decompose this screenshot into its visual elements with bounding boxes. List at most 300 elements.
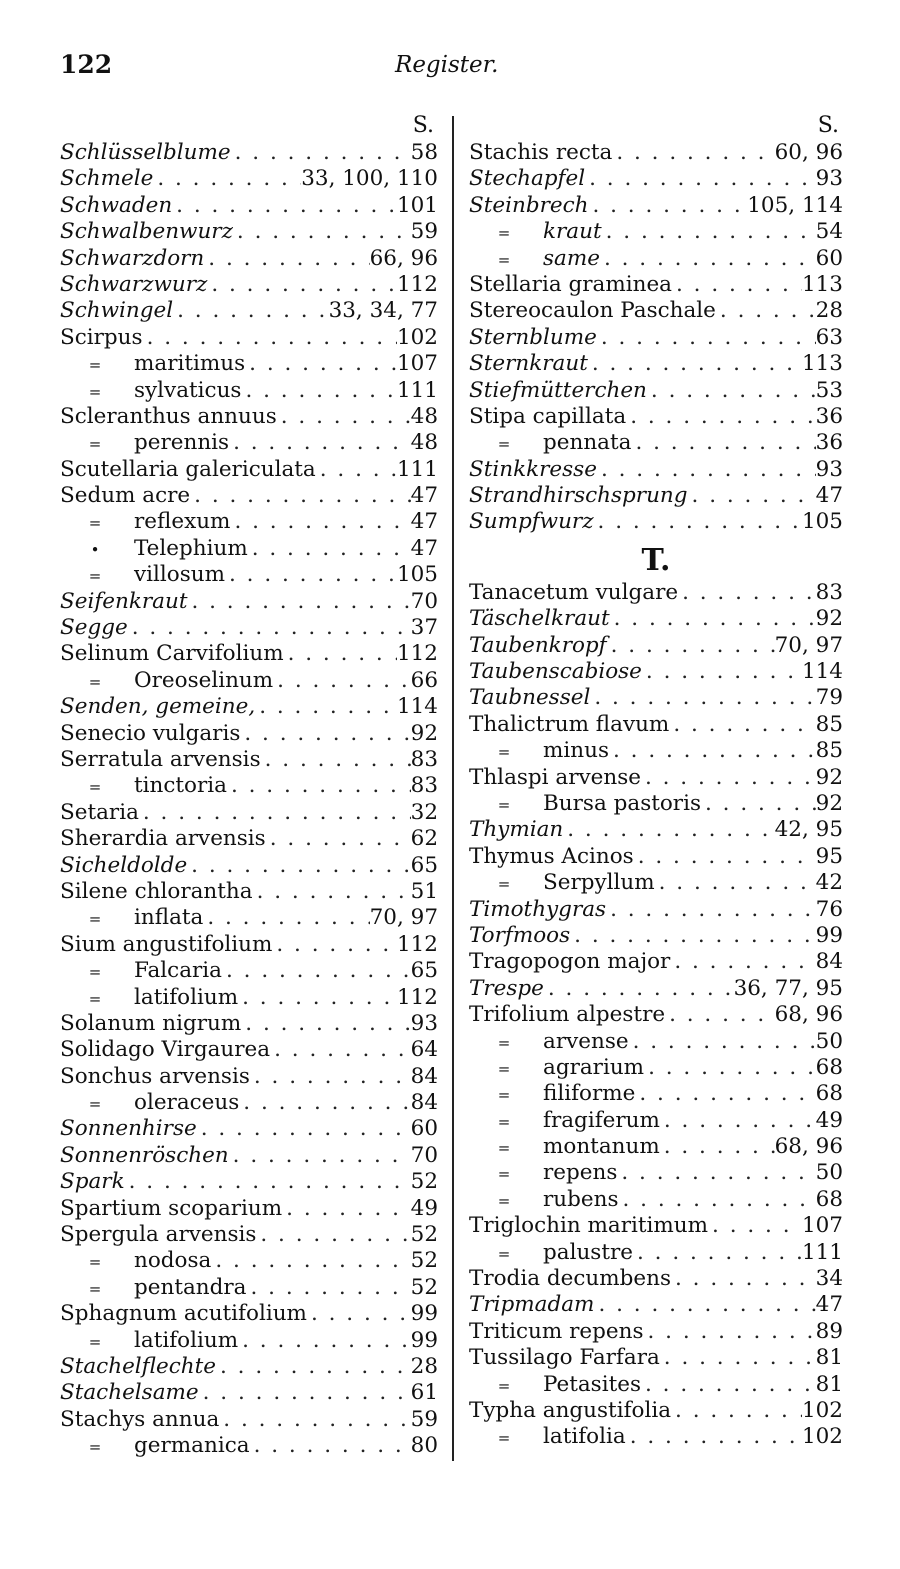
index-entry bbox=[60, 1037, 438, 1063]
entry-term bbox=[60, 853, 187, 879]
leader-dots bbox=[227, 773, 411, 799]
leader-dots bbox=[143, 325, 397, 351]
leader-dots bbox=[207, 272, 397, 298]
entry-term-text: Sphagnum acutifolium bbox=[60, 1301, 307, 1327]
entry-term-text: latifolium bbox=[134, 984, 239, 1010]
entry-pages: 32 bbox=[410, 799, 438, 825]
entry-term bbox=[469, 976, 544, 1002]
leader-dots bbox=[247, 1275, 411, 1301]
index-entry bbox=[469, 457, 843, 483]
entry-term-text: Seifenkraut bbox=[60, 588, 188, 614]
leader-dots bbox=[629, 1029, 816, 1055]
entry-term bbox=[469, 193, 588, 219]
leader-dots bbox=[204, 246, 369, 272]
entry-pages: 49 bbox=[815, 1107, 843, 1133]
leader-dots bbox=[261, 747, 411, 773]
entry-pages: 60 bbox=[410, 1116, 438, 1142]
entry-term bbox=[60, 272, 207, 298]
entry-term-text: Scutellaria galericulata bbox=[60, 456, 316, 482]
entry-term-text: Sonnenröschen bbox=[60, 1142, 229, 1168]
entry-pages: 65 bbox=[410, 852, 438, 878]
index-entry bbox=[60, 140, 438, 166]
entry-pages: 42, 95 bbox=[774, 817, 843, 843]
entry-pages: 60 bbox=[815, 245, 843, 271]
entry-pages: 92 bbox=[815, 764, 843, 790]
entry-pages: 47 bbox=[410, 483, 438, 509]
index-entry bbox=[60, 404, 438, 430]
leader-dots bbox=[266, 826, 411, 852]
entry-pages: 47 bbox=[410, 509, 438, 535]
entry-term-text: Trifolium alpestre bbox=[469, 1002, 666, 1028]
entry-pages: 52 bbox=[410, 1169, 438, 1195]
index-entry bbox=[469, 976, 843, 1002]
entry-term-text: Thymian bbox=[469, 817, 564, 843]
leader-dots bbox=[256, 1222, 410, 1248]
entry-term bbox=[60, 1196, 282, 1222]
leader-dots bbox=[255, 694, 397, 720]
entry-term-text: Schwingel bbox=[60, 298, 174, 324]
entry-pages: 37 bbox=[410, 615, 438, 641]
index-entry bbox=[469, 1134, 843, 1160]
entry-term-text: montanum bbox=[543, 1134, 660, 1160]
leader-dots bbox=[139, 800, 411, 826]
entry-term-text: Stipa capillata bbox=[469, 403, 627, 429]
index-entry bbox=[469, 949, 843, 975]
entry-term bbox=[60, 641, 284, 667]
entry-term bbox=[60, 325, 143, 351]
entry-term bbox=[60, 615, 128, 641]
column-divider bbox=[452, 116, 454, 1461]
index-entry bbox=[60, 800, 438, 826]
index-entry bbox=[469, 1345, 843, 1371]
entry-term-text: Scirpus bbox=[60, 324, 143, 350]
entry-term bbox=[60, 378, 241, 405]
entry-pages: 111 bbox=[396, 377, 438, 403]
entry-term bbox=[60, 298, 173, 324]
index-entry bbox=[469, 483, 843, 509]
entry-term-text: Sium angustifolium bbox=[60, 931, 273, 957]
index-entry bbox=[60, 694, 438, 720]
entry-term-text: Schwalbenwurz bbox=[60, 219, 233, 245]
leader-dots bbox=[230, 509, 410, 535]
leader-dots bbox=[153, 166, 301, 192]
left-index-column bbox=[60, 112, 438, 1460]
leader-dots bbox=[173, 298, 328, 324]
entry-pages: 112 bbox=[396, 271, 438, 297]
entry-pages: 102 bbox=[801, 1397, 843, 1423]
entry-term bbox=[469, 1029, 629, 1056]
leader-dots bbox=[626, 1424, 802, 1450]
index-entry bbox=[60, 589, 438, 615]
entry-term-text: Tragopogon major bbox=[469, 949, 671, 975]
index-entry bbox=[469, 897, 843, 923]
entry-pages: 50 bbox=[815, 1160, 843, 1186]
index-entry bbox=[469, 1002, 843, 1028]
leader-dots bbox=[277, 404, 411, 430]
entry-term bbox=[469, 791, 701, 818]
entry-term-text: Stinkkresse bbox=[469, 456, 597, 482]
index-entry bbox=[469, 325, 843, 351]
entry-pages: 68 bbox=[815, 1186, 843, 1212]
entry-term-text: Tussilago Farfara bbox=[469, 1345, 660, 1371]
entry-term-text: Triglochin maritimum bbox=[469, 1213, 709, 1239]
entry-term-text: latifolia bbox=[543, 1424, 626, 1450]
index-entry bbox=[469, 817, 843, 843]
leader-dots bbox=[233, 219, 411, 245]
entry-pages: 84 bbox=[815, 949, 843, 975]
entry-term bbox=[60, 773, 227, 800]
leader-dots bbox=[597, 457, 816, 483]
entry-term bbox=[60, 536, 248, 563]
entry-term bbox=[469, 633, 607, 659]
index-entry bbox=[469, 870, 843, 896]
ditto-mark: = bbox=[497, 795, 511, 814]
entry-term bbox=[469, 949, 670, 975]
index-entry bbox=[60, 1064, 438, 1090]
right-index-column bbox=[469, 112, 843, 1451]
index-entry bbox=[469, 193, 843, 219]
entry-pages: 92 bbox=[815, 790, 843, 816]
entry-term-text: Trespe bbox=[469, 975, 544, 1001]
index-entry bbox=[60, 1011, 438, 1037]
entry-term-text: nodosa bbox=[134, 1248, 212, 1274]
entry-term bbox=[469, 351, 588, 377]
entry-pages: 70 bbox=[410, 588, 438, 614]
entry-term-text: Stachelflechte bbox=[60, 1353, 216, 1379]
index-entry bbox=[469, 659, 843, 685]
index-entry bbox=[60, 773, 438, 799]
index-entry bbox=[469, 1372, 843, 1398]
leader-dots bbox=[655, 870, 816, 896]
entry-term-text: Setaria bbox=[60, 799, 139, 825]
leader-dots bbox=[642, 659, 802, 685]
index-entry bbox=[60, 615, 438, 641]
ditto-mark: = bbox=[497, 250, 511, 269]
entry-term bbox=[469, 580, 678, 606]
ditto-mark: = bbox=[497, 1033, 511, 1052]
entry-term-text: Spartium scoparium bbox=[60, 1195, 283, 1221]
entry-term bbox=[60, 509, 230, 536]
entry-term-text: Stereocaulon Paschale bbox=[469, 298, 716, 324]
entry-term-text: Schmele bbox=[60, 166, 154, 192]
entry-term-text: Senecio vulgaris bbox=[60, 720, 241, 746]
leader-dots bbox=[602, 219, 816, 245]
entry-term-text: Taubenkropf bbox=[469, 632, 607, 658]
index-entry bbox=[60, 958, 438, 984]
index-entry bbox=[469, 140, 843, 166]
entry-term-text: Spark bbox=[60, 1169, 125, 1195]
entry-term-text: Torfmoos bbox=[469, 922, 571, 948]
ditto-mark: = bbox=[88, 1253, 102, 1272]
entry-term-text: Taubnessel bbox=[469, 685, 591, 711]
index-entry bbox=[60, 562, 438, 588]
ditto-mark: = bbox=[88, 1438, 102, 1457]
entry-pages: 42 bbox=[815, 870, 843, 896]
ditto-mark: = bbox=[88, 382, 102, 401]
leader-dots bbox=[631, 430, 815, 456]
leader-dots bbox=[172, 193, 397, 219]
entry-term bbox=[60, 905, 203, 932]
entry-pages: 70, 97 bbox=[774, 632, 843, 658]
entry-pages: 81 bbox=[815, 1371, 843, 1397]
leader-dots bbox=[307, 1301, 411, 1327]
entry-pages: 49 bbox=[410, 1195, 438, 1221]
leader-dots bbox=[253, 879, 411, 905]
entry-term-text: Schwarzwurz bbox=[60, 271, 208, 297]
leader-dots bbox=[701, 791, 816, 817]
entry-term-text: Serratula arvensis bbox=[60, 746, 261, 772]
index-entry bbox=[469, 1029, 843, 1055]
entry-term bbox=[469, 1160, 617, 1187]
leader-dots bbox=[660, 1134, 775, 1160]
leader-dots bbox=[633, 1240, 802, 1266]
leader-dots bbox=[222, 958, 411, 984]
entry-pages: 92 bbox=[410, 720, 438, 746]
entry-term bbox=[60, 879, 253, 905]
entry-pages: 61 bbox=[410, 1380, 438, 1406]
index-entry bbox=[469, 1187, 843, 1213]
entry-term bbox=[469, 509, 594, 535]
entry-term bbox=[60, 958, 222, 985]
ditto-mark: = bbox=[497, 435, 511, 454]
index-entry bbox=[469, 1081, 843, 1107]
index-entry bbox=[469, 430, 843, 456]
entry-pages: 68 bbox=[815, 1081, 843, 1107]
entry-term-text: Taubenscabiose bbox=[469, 659, 642, 685]
entry-term-text: reflexum bbox=[134, 509, 231, 535]
entry-term bbox=[469, 1108, 660, 1135]
index-entry bbox=[60, 879, 438, 905]
index-entry bbox=[469, 606, 843, 632]
entry-term-text: same bbox=[543, 245, 600, 271]
leader-dots bbox=[626, 404, 815, 430]
leader-dots bbox=[245, 351, 397, 377]
entry-term-text: Serpyllum bbox=[543, 870, 655, 896]
index-entry bbox=[469, 791, 843, 817]
entry-pages: 34 bbox=[815, 1266, 843, 1292]
entry-term bbox=[469, 923, 570, 949]
index-entry bbox=[469, 1055, 843, 1081]
index-entry bbox=[469, 765, 843, 791]
index-entry bbox=[60, 483, 438, 509]
entry-pages: 68 bbox=[815, 1054, 843, 1080]
entry-term bbox=[469, 483, 688, 509]
index-entry bbox=[469, 166, 843, 192]
leader-dots bbox=[125, 1169, 411, 1195]
leader-dots bbox=[270, 1037, 411, 1063]
index-entry bbox=[469, 1292, 843, 1318]
leader-dots bbox=[273, 668, 410, 694]
entry-term-text: Bursa pastoris bbox=[543, 790, 701, 816]
index-list bbox=[469, 580, 843, 1451]
index-entry bbox=[60, 1196, 438, 1222]
leader-dots bbox=[669, 712, 815, 738]
entry-pages: 101 bbox=[396, 192, 438, 218]
entry-term bbox=[60, 747, 261, 773]
entry-pages: 89 bbox=[815, 1318, 843, 1344]
index-entry bbox=[60, 668, 438, 694]
leader-dots bbox=[594, 1292, 815, 1318]
entry-term-text: Strandhirschsprung bbox=[469, 483, 688, 509]
entry-term-text: Sonchus arvensis bbox=[60, 1063, 250, 1089]
entry-pages: 70, 97 bbox=[369, 905, 438, 931]
entry-term-text: Tanacetum vulgare bbox=[469, 579, 679, 605]
entry-pages: 83 bbox=[410, 773, 438, 799]
leader-dots bbox=[216, 1354, 411, 1380]
leader-dots bbox=[660, 1345, 816, 1371]
entry-pages: 99 bbox=[410, 1301, 438, 1327]
index-entry bbox=[60, 325, 438, 351]
entry-term bbox=[60, 668, 273, 695]
entry-term bbox=[60, 1275, 247, 1302]
entry-term-text: Typha angustifolia bbox=[469, 1397, 672, 1423]
index-entry bbox=[469, 844, 843, 870]
entry-term bbox=[60, 1090, 239, 1117]
leader-dots bbox=[634, 844, 816, 870]
leader-dots bbox=[688, 483, 816, 509]
leader-dots bbox=[250, 1064, 411, 1090]
entry-pages: 102 bbox=[396, 324, 438, 350]
entry-term-text: minus bbox=[543, 738, 609, 764]
entry-pages: 107 bbox=[396, 351, 438, 377]
entry-term-text: pennata bbox=[543, 430, 632, 456]
entry-pages: 33, 34, 77 bbox=[328, 298, 438, 324]
index-entry bbox=[60, 932, 438, 958]
index-entry bbox=[60, 1328, 438, 1354]
leader-dots bbox=[190, 483, 410, 509]
entry-term-text: Falcaria bbox=[134, 958, 222, 984]
entry-pages: 65 bbox=[410, 958, 438, 984]
index-entry bbox=[60, 747, 438, 773]
entry-term-text: Sicheldolde bbox=[60, 852, 188, 878]
entry-term-text: fragiferum bbox=[543, 1107, 660, 1133]
leader-dots bbox=[678, 580, 816, 606]
leader-dots bbox=[199, 1380, 411, 1406]
leader-dots bbox=[570, 923, 815, 949]
entry-pages: 33, 100, 110 bbox=[301, 166, 438, 192]
entry-term-text: inflata bbox=[134, 905, 204, 931]
leader-dots bbox=[544, 976, 734, 1002]
entry-term-text: Trodia decumbens bbox=[469, 1266, 671, 1292]
leader-dots bbox=[187, 853, 410, 879]
entry-pages: 50 bbox=[815, 1028, 843, 1054]
leader-dots bbox=[203, 905, 369, 931]
entry-term bbox=[60, 1354, 216, 1380]
entry-term bbox=[60, 1143, 229, 1169]
leader-dots bbox=[610, 606, 816, 632]
entry-term-text: perennis bbox=[134, 430, 230, 456]
entry-pages: 102 bbox=[801, 1424, 843, 1450]
ditto-mark: = bbox=[88, 514, 102, 533]
entry-pages: 54 bbox=[815, 219, 843, 245]
entry-term-text: Steinbrech bbox=[469, 192, 589, 218]
index-entry bbox=[469, 633, 843, 659]
leader-dots bbox=[671, 1266, 816, 1292]
entry-term-text: Täschelkraut bbox=[469, 606, 610, 632]
index-entry bbox=[469, 1319, 843, 1345]
entry-pages: 64 bbox=[410, 1037, 438, 1063]
entry-pages: 95 bbox=[815, 843, 843, 869]
entry-pages: 105 bbox=[396, 562, 438, 588]
leader-dots bbox=[211, 1248, 410, 1274]
letter-heading: T. bbox=[641, 542, 671, 578]
entry-pages: 53 bbox=[815, 377, 843, 403]
leader-dots bbox=[609, 738, 816, 764]
entry-term-text: repens bbox=[543, 1160, 618, 1186]
index-entry bbox=[469, 1160, 843, 1186]
entry-pages: 58 bbox=[410, 140, 438, 165]
entry-pages: 66 bbox=[410, 667, 438, 693]
entry-term bbox=[60, 800, 139, 826]
entry-term bbox=[469, 1055, 644, 1082]
entry-pages: 62 bbox=[410, 826, 438, 852]
ditto-mark: = bbox=[88, 1332, 102, 1351]
entry-pages: 93 bbox=[410, 1010, 438, 1036]
entry-pages: 93 bbox=[815, 456, 843, 482]
entry-term bbox=[60, 166, 153, 192]
entry-term bbox=[469, 1398, 671, 1424]
entry-term-text: Stechapfel bbox=[469, 166, 586, 192]
index-entry bbox=[60, 536, 438, 562]
entry-term-text: arvense bbox=[543, 1028, 629, 1054]
ditto-mark: = bbox=[497, 875, 511, 894]
entry-term-text: filiforme bbox=[543, 1081, 636, 1107]
column-heading: S. bbox=[412, 113, 434, 138]
entry-term bbox=[60, 246, 204, 272]
entry-pages: 85 bbox=[815, 738, 843, 764]
entry-term-text: Sternblume bbox=[469, 324, 597, 350]
entry-term bbox=[469, 897, 606, 923]
leader-dots bbox=[239, 1090, 410, 1116]
entry-pages: 28 bbox=[410, 1353, 438, 1379]
entry-term bbox=[469, 404, 626, 430]
leader-dots bbox=[238, 1328, 411, 1354]
entry-term bbox=[60, 193, 172, 219]
entry-term bbox=[469, 1134, 660, 1161]
entry-term-text: Sedum acre bbox=[60, 483, 191, 509]
leader-dots bbox=[585, 166, 816, 192]
entry-pages: 52 bbox=[410, 1248, 438, 1274]
entry-term bbox=[469, 378, 647, 404]
leader-dots bbox=[590, 685, 815, 711]
entry-pages: 83 bbox=[815, 579, 843, 605]
entry-pages: 48 bbox=[410, 430, 438, 456]
entry-term bbox=[469, 738, 609, 765]
index-entry bbox=[60, 853, 438, 879]
ditto-mark: = bbox=[497, 1244, 511, 1263]
entry-term-text: germanica bbox=[134, 1433, 250, 1459]
leader-dots bbox=[197, 1116, 411, 1142]
entry-pages: 68, 96 bbox=[774, 1134, 843, 1160]
entry-term-text: rubens bbox=[543, 1186, 619, 1212]
entry-pages: 79 bbox=[815, 685, 843, 711]
leader-dots bbox=[219, 1407, 410, 1433]
entry-term-text: Thlaspi arvense bbox=[469, 764, 641, 790]
entry-term-text: Petasites bbox=[543, 1371, 641, 1397]
entry-pages: 112 bbox=[396, 641, 438, 667]
ditto-mark: = bbox=[497, 1191, 511, 1210]
entry-term bbox=[469, 817, 563, 843]
leader-dots bbox=[612, 140, 774, 166]
index-entry bbox=[60, 246, 438, 272]
entry-term bbox=[469, 430, 631, 457]
entry-term bbox=[469, 606, 610, 632]
ditto-mark: = bbox=[88, 963, 102, 982]
entry-pages: 60, 96 bbox=[774, 140, 843, 165]
entry-term bbox=[60, 404, 277, 430]
leader-dots bbox=[241, 1011, 410, 1037]
entry-term bbox=[469, 1292, 594, 1318]
